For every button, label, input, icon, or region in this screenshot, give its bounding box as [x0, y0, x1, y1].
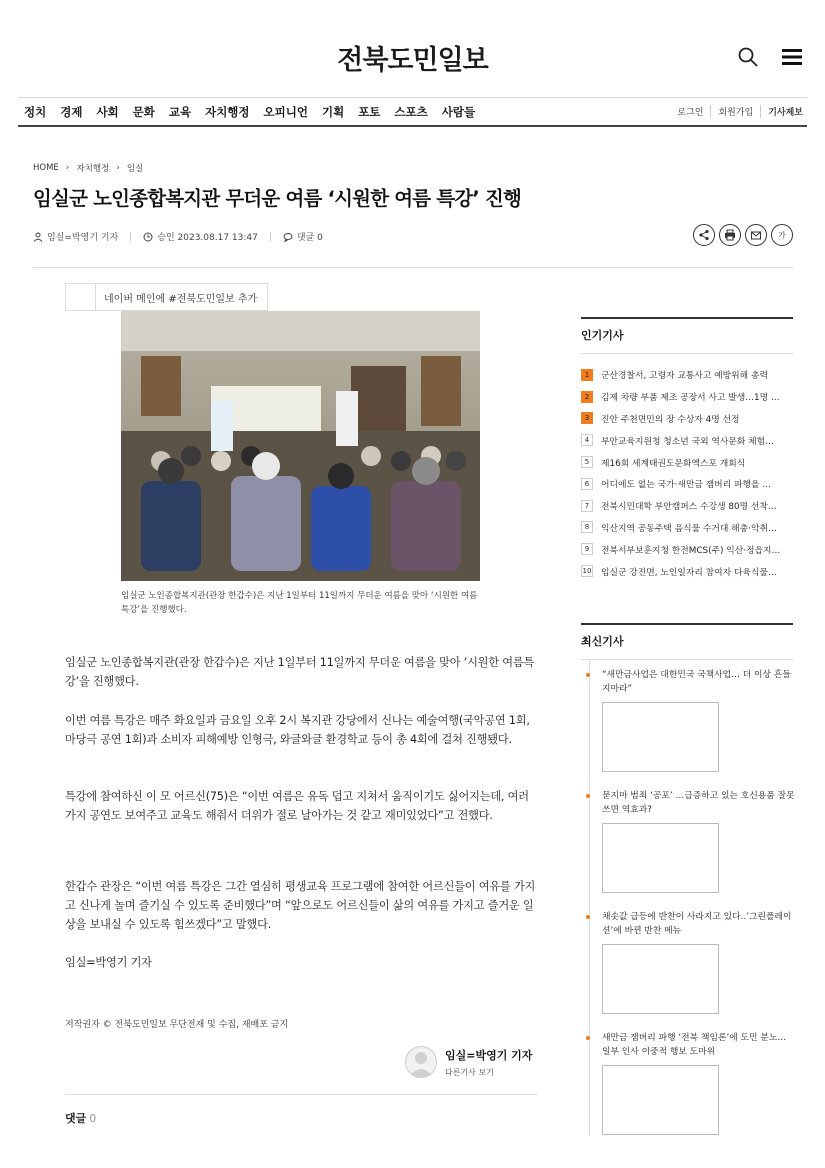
article-paragraph: 한갑수 관장은 “이번 여름 특강은 그간 열심히 평생교육 프로그램에 참여한 어르신들이 여유를 가지고 신나게 놀며 즐기실 수 있도록 준비했다”며 “앞으로도 어르신들이 삶의 여유를 가지고 즐거운 일상을 보내실 수 있도록 힘쓰겠다”고 말했다. [65, 880, 536, 931]
latest-item-title: 채솟값 급등에 반찬이 사라지고 있다..’그린플레이션’에 바뀐 반찬 메뉴 [602, 912, 792, 936]
latest-articles [581, 623, 793, 660]
popular-item[interactable] [581, 473, 793, 495]
email-button[interactable] [745, 224, 767, 246]
nav-item-opinion[interactable]: 오피니언 [263, 104, 308, 119]
popular-item[interactable] [581, 451, 793, 473]
latest-item-title: “새만금사업은 대한민국 국책사업… 더 이상 흔들지마라” [602, 670, 791, 694]
article-meta [33, 230, 323, 243]
timeline-dot [586, 915, 590, 919]
naver-add-label: 네이버 메인에 #전북도민일보 추가 [104, 293, 258, 305]
comments-header [65, 1110, 96, 1126]
login-link[interactable]: 로그인 [670, 105, 711, 118]
popular-item-title: 어디에도 없는 국가·새만금 잼버리 파행을 … [601, 480, 772, 491]
meta-divider [130, 232, 131, 241]
latest-title: 최신기사 [581, 623, 793, 660]
rank-badge: 4 [581, 434, 593, 446]
chevron-right-icon: › [116, 163, 120, 173]
timeline-dot [586, 794, 590, 798]
author-name: 임실=박영기 기자 [47, 233, 119, 243]
popular-item-title: 임실군 강진면, 노인일자리 참여자 다육식물… [601, 567, 777, 578]
rank-badge: 1 [581, 369, 593, 381]
latest-item-thumbnail[interactable] [602, 944, 719, 1014]
popular-item-title: 전북서부보훈지청 한전MCS(주) 익산·정읍지… [601, 545, 781, 556]
breadcrumb-section[interactable]: 자치행정 [76, 164, 110, 174]
print-icon [724, 229, 736, 241]
email-icon [750, 229, 762, 241]
popular-item-title: 제16회 세계태권도문화엑스포 개회식 [601, 458, 746, 469]
nav-item-people[interactable]: 사람들 [441, 104, 476, 119]
site-logo[interactable]: 전북도민일보 [337, 45, 488, 76]
breadcrumb-subsection[interactable]: 임실 [126, 164, 144, 174]
signup-link[interactable]: 회원가입 [711, 105, 761, 118]
popular-item-title: 부안교육지원청 청소년 국외 역사문화 체험… [601, 436, 774, 447]
popular-item-title: 군산경찰서, 고령자 교통사고 예방위해 총력 [601, 371, 768, 382]
rank-badge: 10 [582, 567, 592, 576]
popular-item[interactable] [581, 364, 793, 386]
share-icon [698, 229, 710, 241]
article-paragraph: 임실군 노인종합복지관(관장 한갑수)은 지난 1일부터 11일까지 무더운 여름을 맞아 ‘시원한 여름특강’을 진행했다. [65, 656, 535, 688]
nav-item-education[interactable]: 교육 [168, 104, 192, 119]
photo-caption: 임실군 노인종합복지관(관장 한갑수)은 지난 1일부터 11일까지 무더운 여름을 맞아 ‘시원한 여름특강’을 진행했다. [121, 591, 478, 615]
approved-time: 승인 2023.08.17 13:47 [157, 233, 258, 243]
popular-item[interactable] [581, 495, 793, 517]
article-byline: 임실=박영기 기자 [65, 956, 152, 969]
popular-item[interactable] [581, 386, 793, 408]
rank-badge: 6 [581, 478, 593, 490]
nav-item-sports[interactable]: 스포츠 [394, 104, 428, 119]
popular-articles [581, 317, 793, 582]
latest-item-thumbnail[interactable] [602, 1065, 719, 1135]
nav-item-feature[interactable]: 기획 [321, 104, 345, 119]
article-title: 임실군 노인종합복지관 무더운 여름 ‘시원한 여름 특강’ 진행 [33, 187, 522, 210]
popular-item-title: 진안 주천면민의 장 수상자 4명 선정 [601, 414, 740, 425]
latest-item-title: 묻지마 범죄 ‘공포’ …급증하고 있는 호신용품 잘못쓰면 역효과? [602, 791, 795, 815]
timeline-dot [586, 1036, 590, 1040]
author-box-name: 임실=박영기 기자 [445, 1048, 533, 1062]
nav-item-local-admin[interactable]: 자치행정 [205, 104, 250, 119]
latest-item-title: 새만금 잼버리 파행 ‘전북 책임론’에 도민 분노… 일부 인사 이중적 행보 도마위 [602, 1033, 787, 1057]
rank-badge: 5 [581, 456, 593, 468]
comments-divider [65, 1094, 537, 1095]
print-button[interactable] [719, 224, 741, 246]
clock-icon [143, 232, 153, 242]
header-divider [33, 267, 793, 268]
latest-item[interactable] [586, 668, 796, 772]
user-avatar-icon [406, 1047, 436, 1077]
popular-item[interactable] [581, 517, 793, 539]
main-nav [18, 97, 807, 127]
comment-count-meta[interactable]: 댓글 0 [296, 233, 323, 243]
latest-item[interactable] [586, 1031, 796, 1135]
popular-item[interactable] [581, 429, 793, 451]
photo-illustration [121, 311, 480, 581]
latest-item[interactable] [586, 910, 796, 1014]
copyright-notice: 저작권자 © 전북도민일보 무단전재 및 수집, 재배포 금지 [65, 1020, 289, 1030]
author-box [405, 1046, 532, 1078]
report-link[interactable]: 기사제보 [768, 108, 803, 118]
avatar [405, 1046, 437, 1078]
comments-label: 댓글 [65, 1112, 87, 1125]
share-toolbar [693, 224, 793, 246]
popular-item[interactable] [581, 408, 793, 430]
font-size-label: 가 [778, 230, 786, 240]
nav-item-photo[interactable]: 포토 [358, 104, 381, 119]
comments-count: 0 [89, 1112, 97, 1125]
article-photo [121, 311, 480, 581]
rank-badge: 9 [581, 543, 593, 555]
article-paragraph: 특강에 참여하신 이 모 어르신(75)은 “이번 여름은 유독 덥고 지쳐서 움직이기도 싫어지는데, 여러 가지 공연도 보여주고 교육도 해줘서 더위가 절로 날아가는 것 같고 재미있었다”고 전했다. [65, 790, 529, 822]
chevron-right-icon: › [65, 163, 70, 173]
popular-item-title: 김제 차량 부품 제조 공장서 사고 발생…1명 … [601, 393, 780, 404]
popular-item-title: 익산지역 공동주택 음식물 수거대 해충·악취… [601, 523, 777, 534]
nav-item-culture[interactable]: 문화 [132, 104, 155, 119]
popular-title: 인기기사 [581, 317, 793, 354]
nav-item-politics[interactable]: 정치 [24, 104, 47, 119]
popular-item-title: 전북시민대학 부안캠퍼스 수강생 80명 선착… [601, 502, 777, 513]
search-icon[interactable] [737, 46, 759, 68]
nav-item-economy[interactable]: 경제 [60, 104, 83, 119]
popular-item[interactable] [581, 538, 793, 560]
font-size-button[interactable] [771, 224, 793, 246]
other-articles-link[interactable]: 다른기사 보기 [445, 1067, 494, 1077]
latest-item-thumbnail[interactable] [602, 702, 719, 772]
rank-badge: 3 [581, 412, 593, 424]
share-button[interactable] [693, 224, 715, 246]
latest-item-thumbnail[interactable] [602, 823, 719, 893]
latest-item[interactable] [586, 789, 796, 893]
naver-add-button[interactable] [65, 283, 268, 311]
user-icon [33, 232, 43, 242]
rank-badge: 8 [581, 521, 593, 533]
article-paragraph: 이번 여름 특강은 매주 화요일과 금요일 오후 2시 복지관 강당에서 신나는 예술여행(국악공연 1회, 마당극 공연 1회)과 소비자 피해예방 인형극, 와글와글 환경학교 등이 총 4회에 걸쳐 진행됐다. [65, 714, 530, 746]
rank-badge: 2 [581, 391, 593, 403]
breadcrumb-home[interactable]: HOME [33, 163, 59, 173]
naver-logo-icon [66, 284, 96, 310]
meta-divider [270, 232, 271, 241]
nav-item-society[interactable]: 사회 [96, 104, 119, 119]
menu-icon[interactable] [781, 46, 803, 68]
popular-item[interactable] [581, 560, 793, 582]
rank-badge: 7 [581, 500, 593, 512]
breadcrumb [33, 162, 143, 174]
comment-icon [283, 232, 293, 242]
timeline-dot [586, 673, 590, 677]
